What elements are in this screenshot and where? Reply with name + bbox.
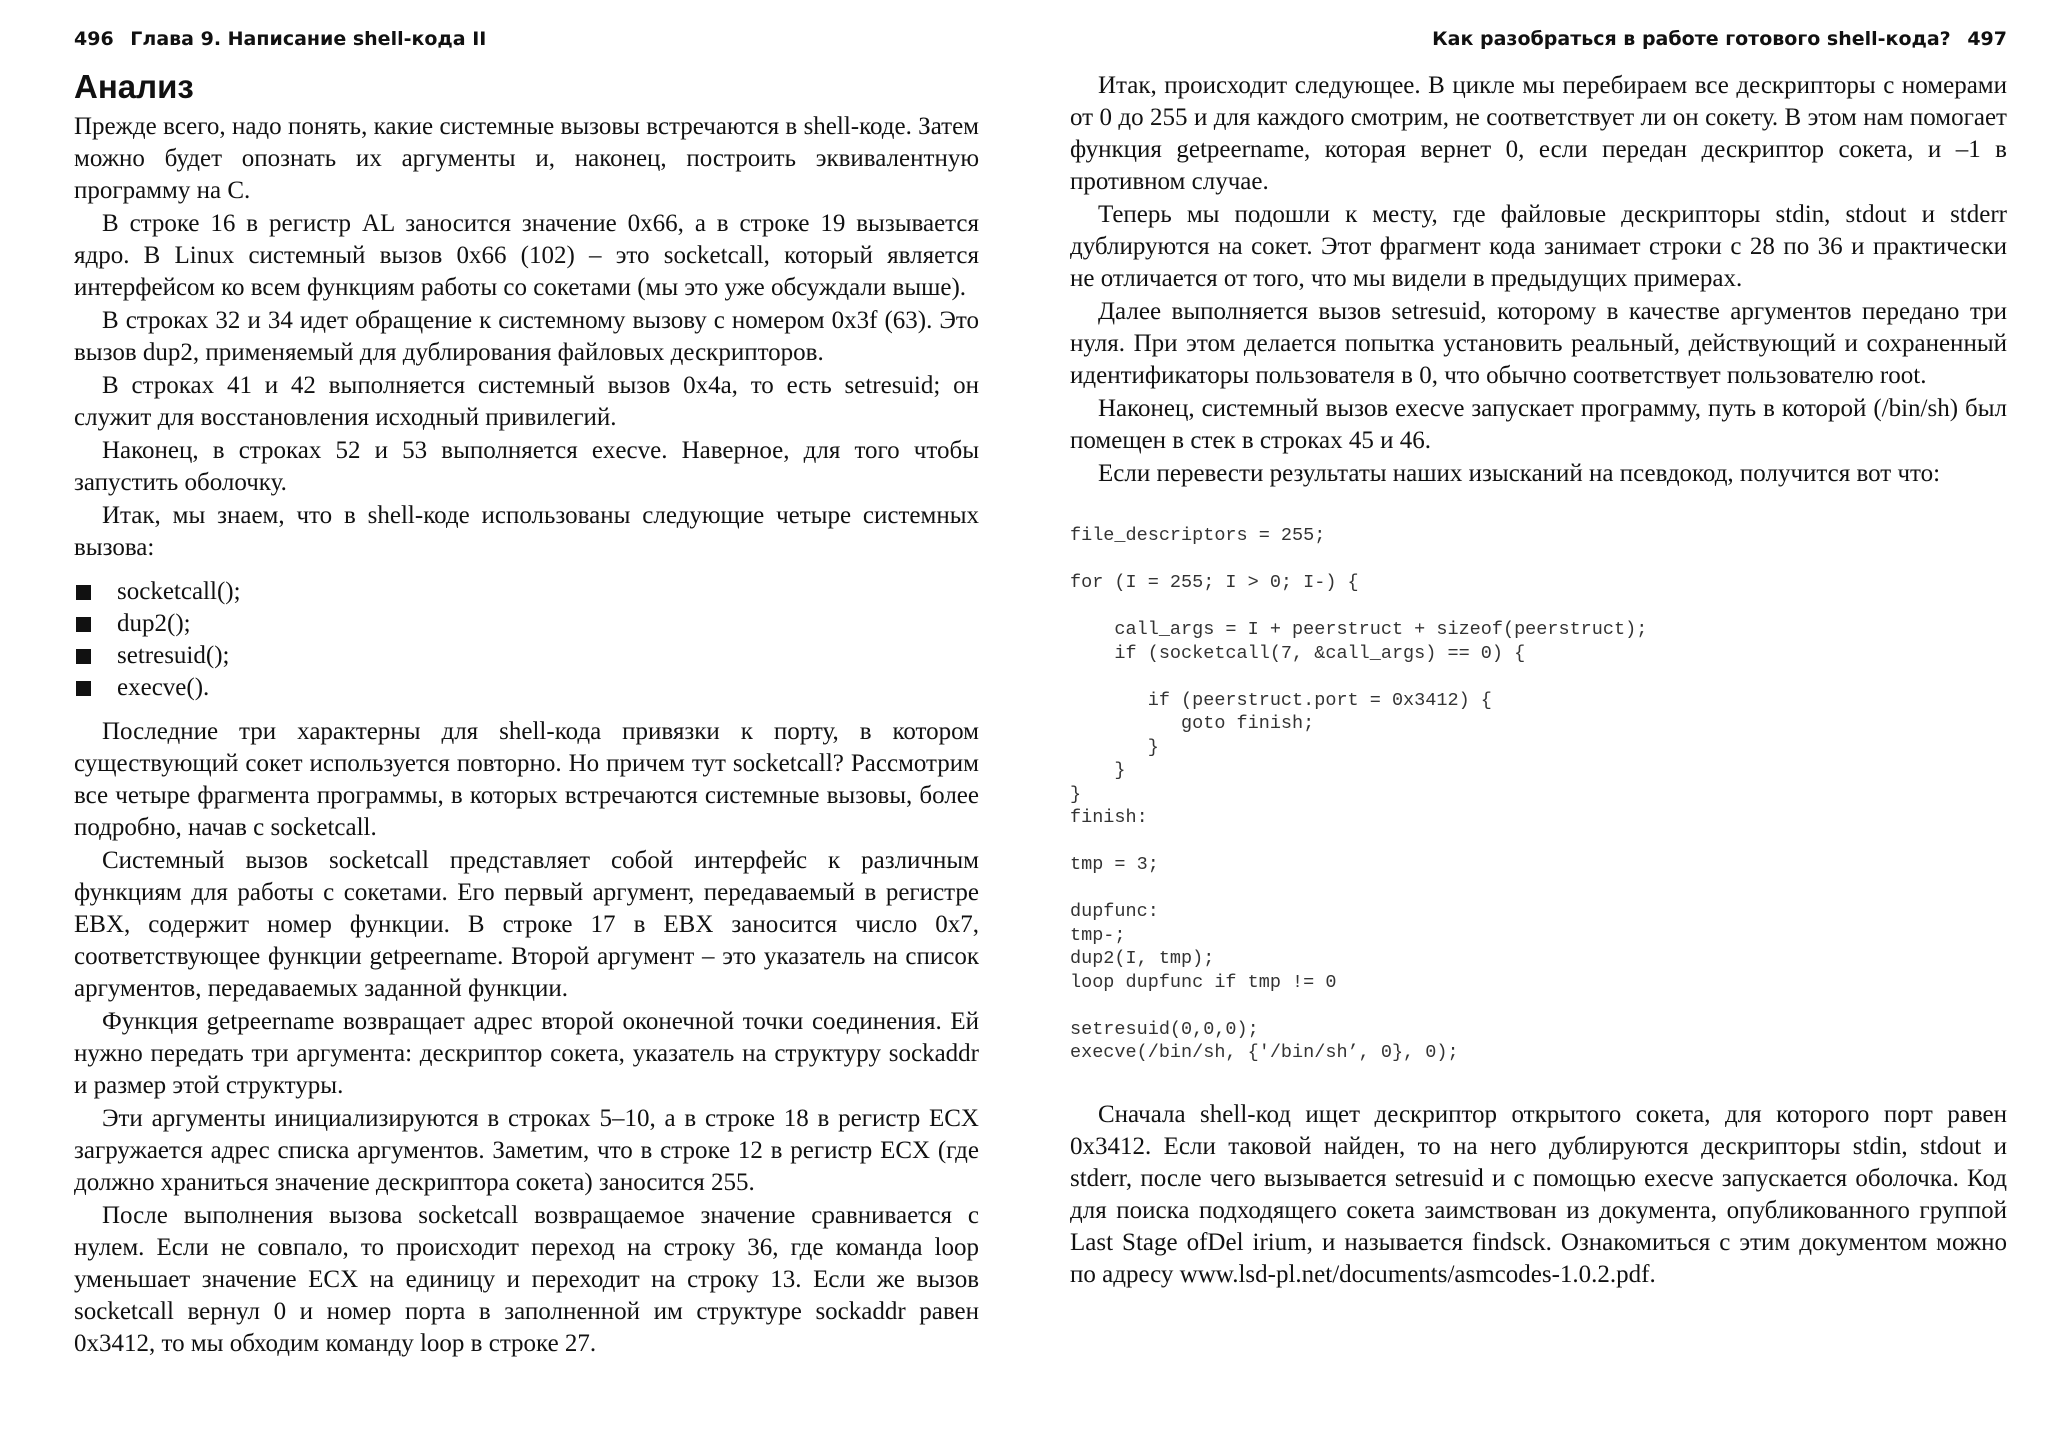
syscall-list bbox=[74, 576, 979, 704]
square-bullet-icon bbox=[76, 681, 91, 696]
paragraph: Наконец, в строках 52 и 53 выполняется execve. Наверное, для того чтобы запустить оболочку. bbox=[74, 437, 979, 496]
paragraph: Далее выполняется вызов setresuid, которому в качестве аргументов передано три нуля. При этом делается попытка установить реальный, действующий и сохраненный идентификаторы пользователя в 0, что обычно соответствует пользователю root. bbox=[1070, 298, 2007, 389]
right-running-head bbox=[1432, 28, 2007, 50]
list-item-text: setresuid(); bbox=[117, 642, 230, 669]
right-body-text bbox=[1070, 70, 2007, 1291]
paragraph: Функция getpeername возвращает адрес второй оконечной точки соединения. Ей нужно передать три аргумента: дескриптор сокета, указатель на структуру sockaddr и размер этой структуры. bbox=[74, 1008, 979, 1099]
list-item-text: socketcall(); bbox=[117, 578, 241, 605]
paragraph: Если перевести результаты наших изысканий на псевдокод, получится вот что: bbox=[1098, 460, 1941, 487]
paragraph: Итак, мы знаем, что в shell-коде использованы следующие четыре системных вызова: bbox=[74, 502, 979, 561]
paragraph: Сначала shell-код ищет дескриптор открытого сокета, для которого порт равен 0x3412. Если таковой найден, то на него дублируются дескрипторы stdin, stdout и stderr, после чего вызывается setresuid и с помощью execve запускается оболочка. Код для поиска подходящего сокета заимствован из документа, опубликованного группой Last Stage ofDel irium, и называется findsck. Ознакомиться с этим документом можно по адресу www.lsd-pl.net/documents/asmcodes-1.0.2.pdf. bbox=[1070, 1100, 2007, 1288]
square-bullet-icon bbox=[76, 585, 91, 600]
paragraph: Итак, происходит следующее. В цикле мы перебираем все дескрипторы с номерами от 0 до 255 и для каждого смотрим, не соответствует ли он сокету. В этом нам помогает функция getpeername, которая вернет 0, если передан дескриптор сокета, и –1 в противном случае. bbox=[1070, 72, 2007, 195]
paragraph: Наконец, системный вызов execve запускает программу, путь в которой (/bin/sh) был помещен в стек в строках 45 и 46. bbox=[1070, 395, 2007, 454]
paragraph: Системный вызов socketcall представляет собой интерфейс к различным функциям для работы с сокетами. Его первый аргумент, передаваемый в регистре EBX, содержит номер функции. В строке 17 в EBX заносится число 0x7, соответствующее функции getpeername. Второй аргумент – это указатель на список аргументов, передаваемых заданной функции. bbox=[74, 847, 979, 1002]
left-body-text bbox=[74, 65, 979, 1360]
left-chapter-title: Глава 9. Написание shell-кода II bbox=[130, 28, 487, 50]
left-page-number: 496 bbox=[74, 28, 114, 50]
paragraph: В строке 16 в регистр AL заносится значение 0x66, а в строке 19 вызывается ядро. В Linux системный вызов 0x66 (102) – это socketcall, который является интерфейсом ко всем функциям работы со сокетами (мы это уже обсуждали выше). bbox=[74, 210, 979, 301]
square-bullet-icon bbox=[76, 617, 91, 632]
list-item-text: execve(). bbox=[117, 674, 210, 701]
pseudocode-listing: file_descriptors = 255; for (I = 255; I > 0; I-) { call_args = I + peerstruct + sizeof(peerstruct); if (socketcall(7, &call_args) == 0) { if (peerstruct.port = 0x3412) { goto finish; } } } finish: tmp = 3; dupfunc: tmp-; dup2(I, tmp); loop dupfunc if tmp != 0 setresuid(0,0,0); execve(/bin/sh, {'/bin/sh’, 0}, 0); bbox=[1070, 525, 1648, 1063]
section-title: Анализ bbox=[74, 68, 194, 105]
square-bullet-icon bbox=[76, 649, 91, 664]
right-section-title: Как разобраться в работе готового shell-кода? bbox=[1432, 28, 1951, 50]
paragraph: В строках 41 и 42 выполняется системный вызов 0x4a, то есть setresuid; он служит для восстановления исходный привилегий. bbox=[74, 372, 979, 431]
paragraph: Теперь мы подошли к месту, где файловые дескрипторы stdin, stdout и stderr дублируются на сокет. Этот фрагмент кода занимает строки с 28 по 36 и практически не отличается от того, что мы видели в предыдущих примерах. bbox=[1070, 201, 2007, 292]
list-item bbox=[74, 576, 979, 608]
paragraph: После выполнения вызова socketcall возвращаемое значение сравнивается с нулем. Если не совпало, то происходит переход на строку 36, где команда loop уменьшает значение ECX на единицу и переходит на строку 13. Если же вызов socketcall вернул 0 и номер порта в заполненной им структуре sockaddr равен 0x3412, то мы обходим команду loop в строке 27. bbox=[74, 1202, 979, 1357]
list-item bbox=[74, 672, 979, 704]
list-item bbox=[74, 640, 979, 672]
paragraph: В строках 32 и 34 идет обращение к системному вызову с номером 0x3f (63). Это вызов dup2, применяемый для дублирования файловых дескрипторов. bbox=[74, 307, 979, 366]
paragraph: Эти аргументы инициализируются в строках 5–10, а в строке 18 в регистр ECX загружается адрес списка аргументов. Заметим, что в строке 12 в регистр ECX (где должно храниться значение дескриптора сокета) заносится 255. bbox=[74, 1105, 979, 1196]
list-item bbox=[74, 608, 979, 640]
left-running-head bbox=[74, 28, 486, 50]
right-page-number: 497 bbox=[1967, 28, 2007, 50]
list-item-text: dup2(); bbox=[117, 610, 191, 637]
paragraph: Прежде всего, надо понять, какие системные вызовы встречаются в shell-коде. Затем можно будет опознать их аргументы и, наконец, построить эквивалентную программу на C. bbox=[74, 113, 979, 204]
paragraph: Последние три характерны для shell-кода привязки к порту, в котором существующий сокет используется повторно. Но причем тут socketcall? Рассмотрим все четыре фрагмента программы, в которых встречаются системные вызовы, более подробно, начав с socketcall. bbox=[74, 718, 979, 841]
